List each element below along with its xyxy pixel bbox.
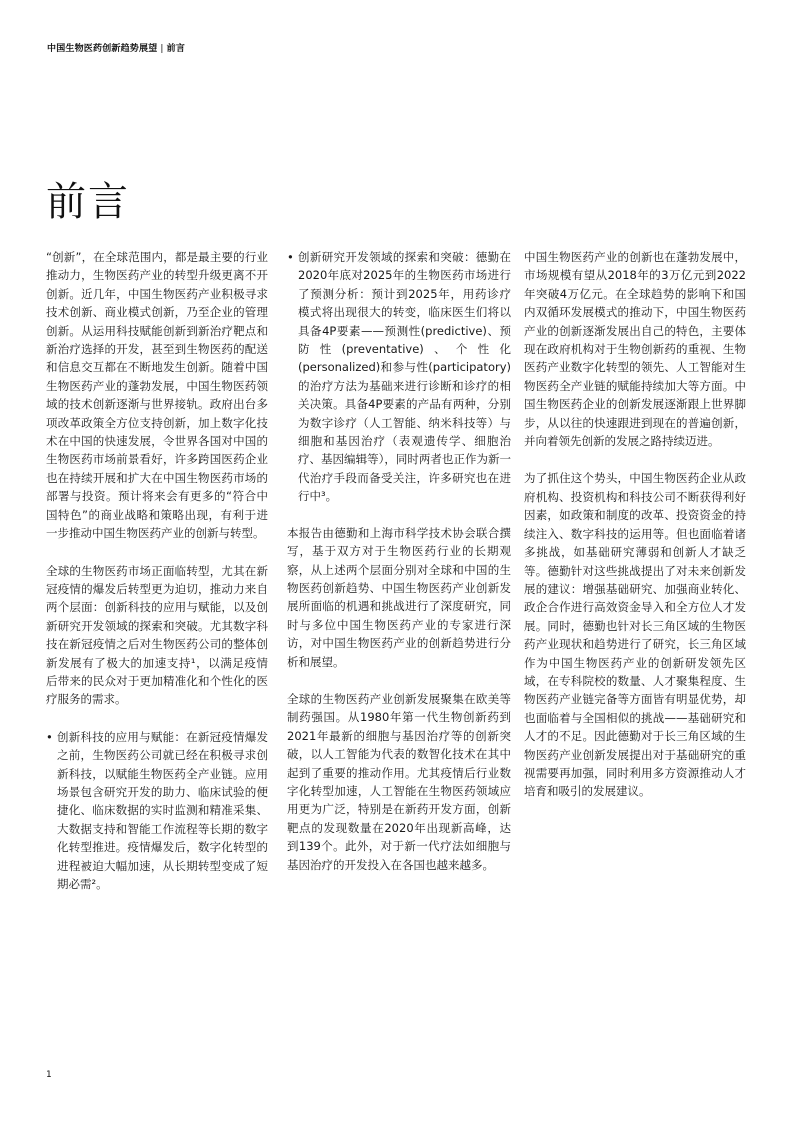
bullet-item: • 创新研究开发领域的探索和突破：德勤在2020年底对2025年的生物医药市场进行了预测分析：预计到2025年，用药诊疗模式将出现很大的转变，临床医生们将以具备4P要素——预测性(predictive)、预防性(preventative)、个性化(personalized)和参与性(participatory)的治疗方法为基础来进行诊断和诊疗的相关决策。具备4P要素的产品有两种，分别为数字诊疗（人工智能、纳米科技等）与细胞和基因治疗（表观遗传学、细胞治疗、基因编辑等），同时两者也正作为新一代治疗手段而备受关注，许多研究也在进行中³。 bbox=[287, 248, 511, 506]
bullet-item: • 创新科技的应用与赋能：在新冠疫情爆发之前，生物医药公司就已经在积极寻求创新科技，以赋能生物医药全产业链。应用场景包含研究开发的助力、临床试验的便捷化、临床数据的实时监测和精准采集、大数据支持和智能工作流程等长期的数字化转型推进。疫情爆发后，数字化转型的进程被迫大幅加速，从长期转型变成了短期必需²。 bbox=[46, 728, 268, 894]
section-name: 前言 bbox=[166, 44, 186, 54]
paragraph: 为了抓住这个势头，中国生物医药企业从政府机构、投资机构和科技公司不断获得利好因素，如政策和制度的改革、投资资金的持续注入、数字科技的运用等。但也面临着诸多挑战，如基础研究薄弱和创新人才缺乏等。德勤针对这些挑战提出了对未来创新发展的建议：增强基础研究、加强商业转化、政企合作进行高效资金导入和全方位人才发展。同时，德勤也针对长三角区域的生物医药产业现状和趋势进行了研究，长三角区域作为中国生物医药产业的创新研发领先区域，在专科院校的数量、人才聚集程度、生物医药产业链完备等方面皆有明显优势，却也面临着与全国相似的挑战——基础研究和人才的不足。因此德勤对于长三角区域的生物医药产业创新发展提出对于基础研究的重视需要再加强，同时利用多方资源推动人才培育和吸引的发展建议。 bbox=[524, 471, 746, 799]
text-column-2 bbox=[287, 248, 511, 893]
header-separator: | bbox=[160, 44, 164, 54]
page-number: 1 bbox=[46, 1070, 52, 1080]
page-title: 前言 bbox=[46, 179, 130, 225]
paragraph: 本报告由德勤和上海市科学技术协会联合撰写，基于双方对于生物医药行业的长期观察，从上述两个层面分别对全球和中国的生物医药创新趋势、中国生物医药产业创新发展所面临的机遇和挑战进行了深度研究，同时与多位中国生物医药产业的专家进行深访，对中国生物医药产业的创新趋势进行分析和展望。 bbox=[287, 525, 511, 669]
text-column-1 bbox=[46, 248, 268, 911]
paragraph: 全球的生物医药产业创新发展聚集在欧美等制药强国。从1980年第一代生物创新药到2021年最新的细胞与基因治疗等的创新突破，以人工智能为代表的数智化技术在其中起到了重要的推动作用。尤其疫情后行业数字化转型加速，人工智能在生物医药领域应用更为广泛，特别是在新药开发方面，创新靶点的发现数量在2020年出现新高峰，达到139个。此外，对于新一代疗法如细胞与基因治疗的开发投入在各国也越来越多。 bbox=[287, 691, 511, 872]
paragraph: “创新”，在全球范围内，都是最主要的行业推动力，生物医药产业的转型升级更离不开创新。近几年，中国生物医药产业积极寻求技术创新、商业模式创新，乃至企业的管理创新。从运用科技赋能创新到新治疗靶点和新治疗选择的开发，甚至到生物医药的配送和信息交互都在不断地发生创新。随着中国生物医药产业的蓬勃发展，中国生物医药领域的技术创新逐渐与世界接轨。政府出台多项改革政策全方位支持创新，加上数字化技术在中国的快速发展，令世界各国对中国的生物医药市场前景看好，许多跨国医药企业也在持续开展和扩大在中国生物医药市场的部署与投资。预计将来会有更多的“符合中国特色”的商业战略和策略出现，有利于进一步推动中国生物医药产业的创新与转型。 bbox=[46, 250, 268, 541]
running-header bbox=[47, 41, 185, 54]
text-column-3 bbox=[524, 248, 746, 820]
bullet-list bbox=[287, 248, 511, 506]
report-title: 中国生物医药创新趋势展望 bbox=[47, 44, 158, 54]
bullet-list bbox=[46, 728, 268, 894]
paragraph: 中国生物医药产业的创新也在蓬勃发展中，市场规模有望从2018年的3万亿元到2022年突破4万亿元。在全球趋势的影响下和国内双循环发展模式的推动下，中国生物医药产业的创新逐渐发展出自己的特色，主要体现在政府机构对于生物创新药的重视、生物医药产业数字化转型的领先、人工智能对生物医药全产业链的赋能持续加大等方面。中国生物医药企业的创新发展逐渐跟上世界脚步，从以往的快速跟进到现在的普遍创新，并向着领先创新的发展之路持续迈进。 bbox=[524, 250, 746, 449]
paragraph: 全球的生物医药市场正面临转型，尤其在新冠疫情的爆发后转型更为迫切，推动力来自两个层面：创新科技的应用与赋能，以及创新研究开发领域的探索和突破。尤其数字科技在新冠疫情之后对生物医药公司的整体创新发展有了极大的加速支持¹，以满足疫情后带来的民众对于更加精准化和个性化的医疗服务的需求。 bbox=[46, 563, 268, 707]
